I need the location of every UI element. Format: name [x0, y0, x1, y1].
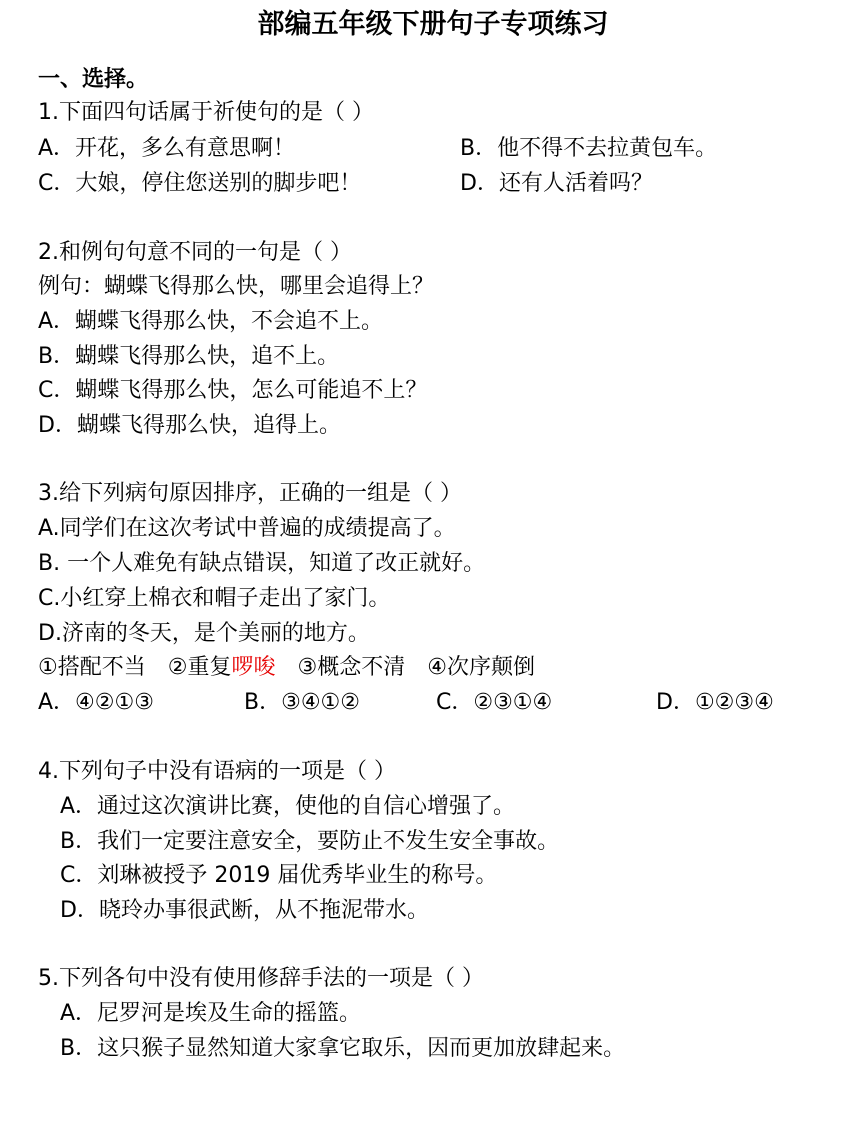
q4-stem: 4.下列句子中没有语病的一项是（ ） — [38, 759, 396, 784]
q2-option-d: D．蝴蝶飞得那么快，追得上。 — [38, 413, 341, 438]
q3-reason-2-highlight: 啰唆 — [231, 655, 276, 680]
q1-option-c: C．大娘，停住您送别的脚步吧！ — [38, 171, 362, 196]
q1-option-b: B．他不得不去拉黄包车。 — [460, 136, 718, 161]
q2-option-a: A．蝴蝶飞得那么快，不会追不上。 — [38, 309, 384, 334]
q2-example: 例句：蝴蝶飞得那么快，哪里会追得上？ — [38, 274, 435, 299]
q3-reason-2: ②重复啰唆 — [167, 655, 276, 680]
q3-sentence-b: B. 一个人难免有缺点错误，知道了改正就好。 — [38, 551, 486, 576]
q3-reason-1: ①搭配不当 — [38, 655, 146, 680]
q3-option-c: C．②③①④ — [436, 690, 553, 715]
q4-option-a: A．通过这次演讲比赛，使他的自信心增强了。 — [60, 794, 516, 819]
q3-reason-4: ④次序颠倒 — [427, 655, 535, 680]
q4-option-c: C．刘琳被授予 2019 届优秀毕业生的称号。 — [60, 863, 498, 888]
q3-reason-3: ③概念不清 — [297, 655, 406, 680]
q1-stem: 1.下面四句话属于祈使句的是（ ） — [38, 100, 374, 125]
q2-option-c: C．蝴蝶飞得那么快，怎么可能追不上？ — [38, 378, 428, 403]
q3-sentence-a: A.同学们在这次考试中普遍的成绩提高了。 — [38, 516, 456, 541]
q3-sentence-c: C.小红穿上棉衣和帽子走出了家门。 — [38, 586, 391, 611]
q3-reasons — [38, 653, 535, 683]
q3-sentence-d: D.济南的冬天，是个美丽的地方。 — [38, 621, 370, 646]
q3-option-a: A．④②①③ — [38, 690, 154, 715]
q3-option-b: B．③④①② — [244, 690, 360, 715]
q3-stem: 3.给下列病句原因排序，正确的一组是（ ） — [38, 481, 462, 506]
q3-option-d: D．①②③④ — [656, 690, 774, 715]
page-title: 部编五年级下册句子专项练习 — [257, 9, 609, 40]
q5-stem: 5.下列各句中没有使用修辞手法的一项是（ ） — [38, 966, 484, 991]
q4-option-d: D．晓玲办事很武断，从不拖泥带水。 — [60, 898, 429, 923]
q1-option-d: D．还有人活着吗？ — [460, 171, 653, 196]
q2-stem: 2.和例句句意不同的一句是（ ） — [38, 240, 352, 265]
q1-option-a: A．开花，多么有意思啊！ — [38, 136, 296, 161]
q4-option-b: B．我们一定要注意安全，要防止不发生安全事故。 — [60, 829, 560, 854]
section-heading: 一、选择。 — [38, 67, 149, 92]
q5-option-b: B．这只猴子显然知道大家拿它取乐，因而更加放肆起来。 — [60, 1036, 626, 1061]
q5-option-a: A．尼罗河是埃及生命的摇篮。 — [60, 1001, 362, 1026]
q2-option-b: B．蝴蝶飞得那么快，追不上。 — [38, 344, 340, 369]
